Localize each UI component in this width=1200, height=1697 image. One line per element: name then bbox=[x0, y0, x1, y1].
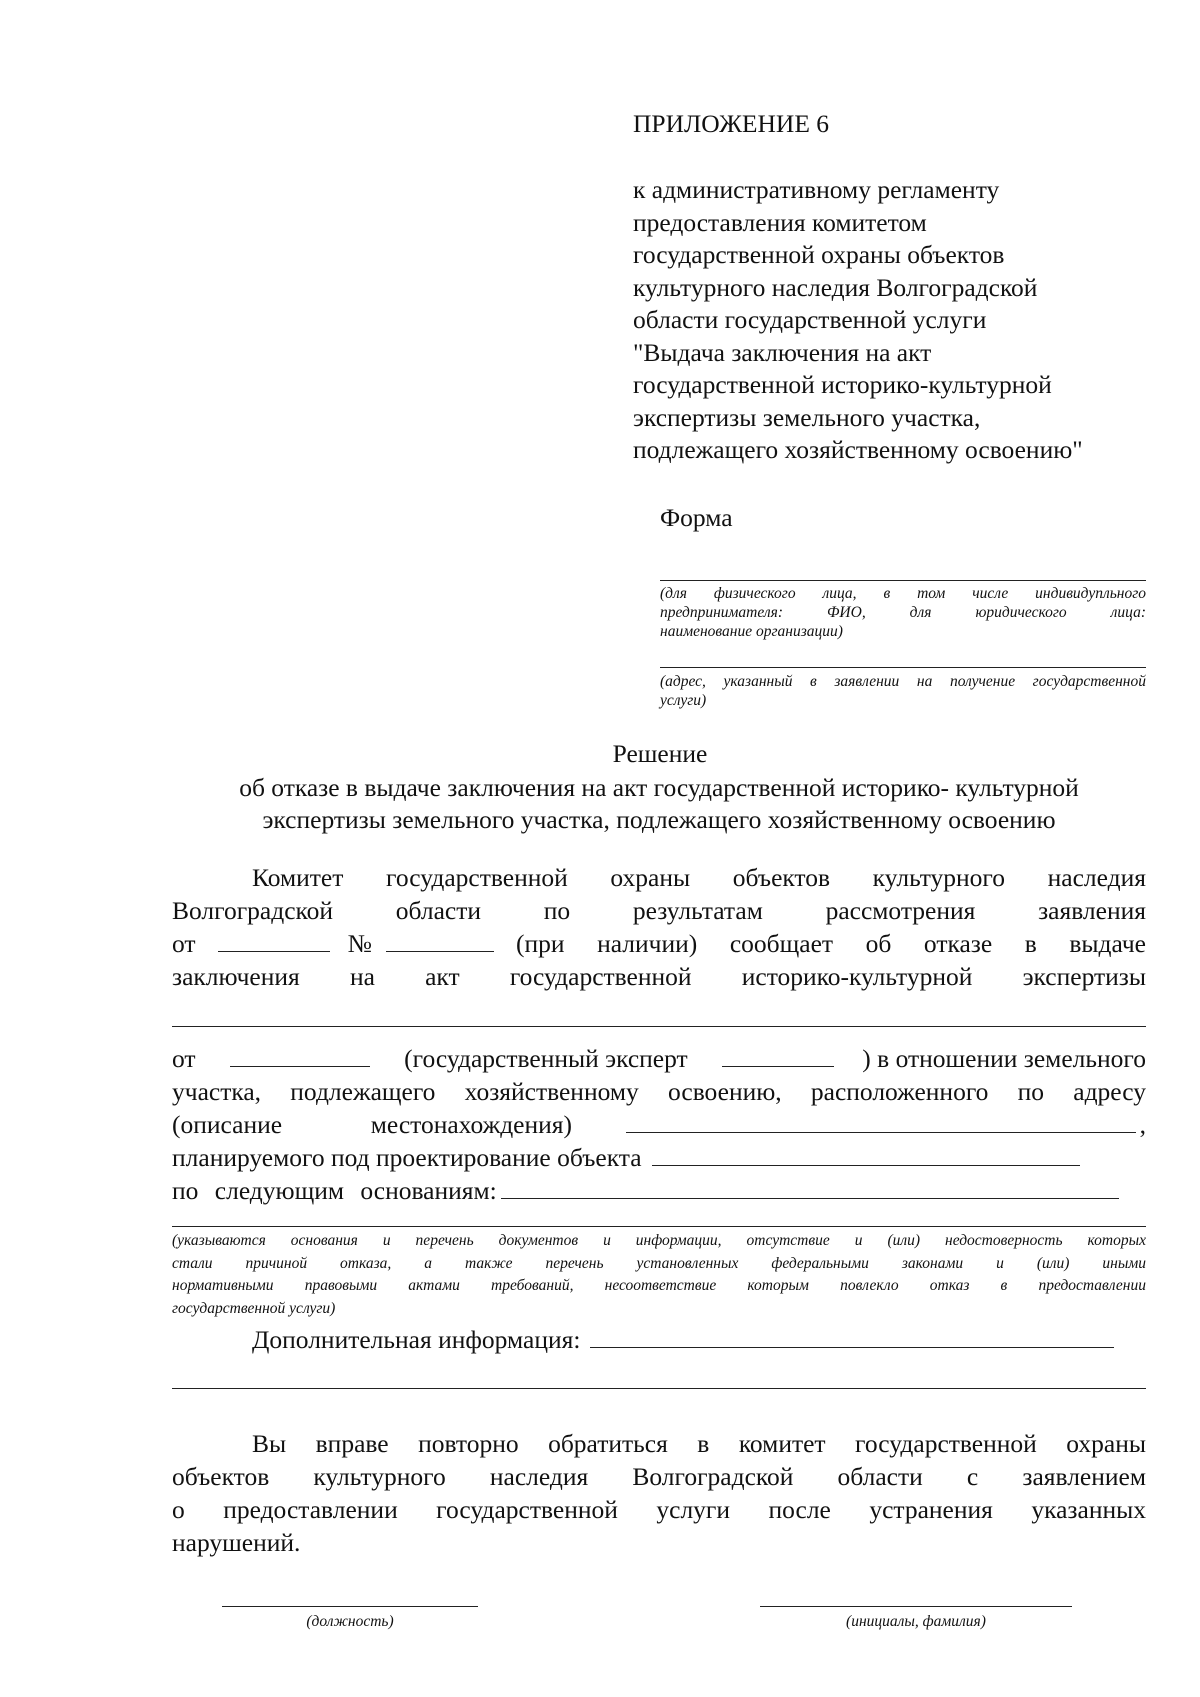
expertise-date-blank[interactable] bbox=[230, 1044, 370, 1067]
additional-info-blank[interactable] bbox=[590, 1325, 1114, 1348]
recipient-name-line bbox=[660, 580, 1146, 581]
name-hint: (инициалы, фамилия) bbox=[846, 1613, 986, 1630]
p1-line2 bbox=[172, 895, 1146, 927]
p2-line2 bbox=[172, 1076, 1146, 1108]
grounds-blank[interactable] bbox=[501, 1176, 1119, 1199]
appendix-line: государственной охраны объектов bbox=[633, 240, 1005, 269]
expert-name-blank[interactable] bbox=[722, 1044, 834, 1067]
appendix-line: культурного наследия Волгоградской bbox=[633, 272, 1038, 302]
text: по следующим основаниям: bbox=[172, 1176, 497, 1205]
text: № bbox=[347, 929, 372, 958]
expertise-blank-line[interactable] bbox=[172, 1026, 1146, 1027]
appendix-line: предоставления комитетом bbox=[633, 207, 927, 237]
text: Вы вправе повторно обратиться в комитет государственной охраны bbox=[252, 1429, 1146, 1458]
additional-info-row bbox=[252, 1324, 1146, 1356]
hint-line: (адрес, указанный в заявлении на получение государственной bbox=[660, 673, 1146, 690]
appendix-line: подлежащего хозяйственному освоению" bbox=[633, 435, 1083, 464]
name-signature-line[interactable] bbox=[760, 1606, 1072, 1607]
text: от bbox=[172, 1044, 196, 1073]
text: Волгоградской области по результатам рассмотрения заявления bbox=[172, 896, 1146, 925]
hint-line: государственной услуги) bbox=[172, 1299, 336, 1317]
appendix-line: области государственной услуги bbox=[633, 305, 987, 334]
appendix-line: экспертизы земельного участка, bbox=[633, 402, 981, 432]
p2-line4 bbox=[172, 1142, 1146, 1174]
decision-subtitle bbox=[172, 772, 1146, 836]
text: Комитет государственной охраны объектов культурного наследия bbox=[252, 863, 1146, 892]
grounds-blank-line-2[interactable] bbox=[172, 1226, 1146, 1227]
p2-line3 bbox=[172, 1109, 1146, 1141]
hint-line: предпринимателя: ФИО, для юридического лица: bbox=[660, 604, 1146, 621]
hint-line: (для физического лица, в том числе индивидупльного bbox=[660, 585, 1146, 602]
hint-line: (указываются основания и перечень документов и информации, отсутствие и (или) недостоверность которых bbox=[172, 1232, 1146, 1249]
hint-line: наименование организации) bbox=[660, 623, 843, 640]
grounds-hint bbox=[172, 1230, 1146, 1320]
decision-title: Решение bbox=[612, 739, 708, 768]
recipient-name-hint bbox=[660, 584, 1146, 641]
appendix-text bbox=[633, 174, 1083, 467]
text: от bbox=[172, 929, 196, 958]
subtitle-line: об отказе в выдаче заключения на акт государственной историко- культурной bbox=[239, 773, 1079, 802]
text: планируемого под проектирование объекта bbox=[172, 1143, 642, 1172]
text: , bbox=[1139, 1110, 1146, 1139]
final-line1 bbox=[252, 1428, 1146, 1460]
p1-line3 bbox=[172, 928, 1146, 960]
p1-line1 bbox=[252, 862, 1146, 894]
hint-line: стали причиной отказа, а также перечень установленных федеральными законами и (или) иными bbox=[172, 1254, 1146, 1272]
date-blank[interactable] bbox=[218, 929, 330, 952]
hint-line: услуги) bbox=[660, 692, 707, 709]
appendix-title: ПРИЛОЖЕНИЕ 6 bbox=[633, 109, 830, 138]
appendix-line: "Выдача заключения на акт bbox=[633, 337, 932, 367]
object-blank[interactable] bbox=[652, 1143, 1080, 1166]
text: нарушений. bbox=[172, 1528, 301, 1557]
text: (описание местонахождения) bbox=[172, 1110, 572, 1139]
final-line4 bbox=[172, 1527, 1146, 1559]
final-line3 bbox=[172, 1494, 1146, 1526]
text: участка, подлежащего хозяйственному освоению, расположенного по адресу bbox=[172, 1077, 1146, 1106]
text: заключения на акт государственной историко-культурной экспертизы bbox=[172, 962, 1146, 991]
final-line2 bbox=[172, 1461, 1146, 1493]
text: ) в отношении земельного bbox=[862, 1044, 1146, 1073]
form-label: Форма bbox=[660, 503, 733, 532]
location-blank[interactable] bbox=[626, 1110, 1136, 1133]
text: (при наличии) сообщает об отказе в выдаче bbox=[515, 929, 1146, 958]
recipient-address-hint bbox=[660, 672, 1146, 710]
position-hint: (должность) bbox=[306, 1613, 394, 1630]
text: объектов культурного наследия Волгоградской области с заявлением bbox=[172, 1462, 1146, 1491]
p1-line4 bbox=[172, 961, 1146, 993]
number-blank[interactable] bbox=[386, 929, 494, 952]
text: о предоставлении государственной услуги после устранения указанных bbox=[172, 1495, 1146, 1524]
p2-line1 bbox=[172, 1043, 1146, 1075]
text: (государственный эксперт bbox=[404, 1044, 688, 1073]
additional-info-line-2[interactable] bbox=[172, 1388, 1146, 1389]
subtitle-line: экспертизы земельного участка, подлежащего хозяйственному освоению bbox=[262, 805, 1056, 834]
hint-line: нормативными правовыми актами требований, несоответствие которым повлекло отказ в предоставлении bbox=[172, 1277, 1146, 1294]
recipient-address-line bbox=[660, 667, 1146, 668]
p2-line5 bbox=[172, 1175, 1146, 1207]
position-signature-line[interactable] bbox=[222, 1606, 478, 1607]
appendix-line: государственной историко-культурной bbox=[633, 370, 1052, 399]
text: Дополнительная информация: bbox=[252, 1325, 581, 1354]
appendix-line: к административному регламенту bbox=[633, 175, 1000, 204]
